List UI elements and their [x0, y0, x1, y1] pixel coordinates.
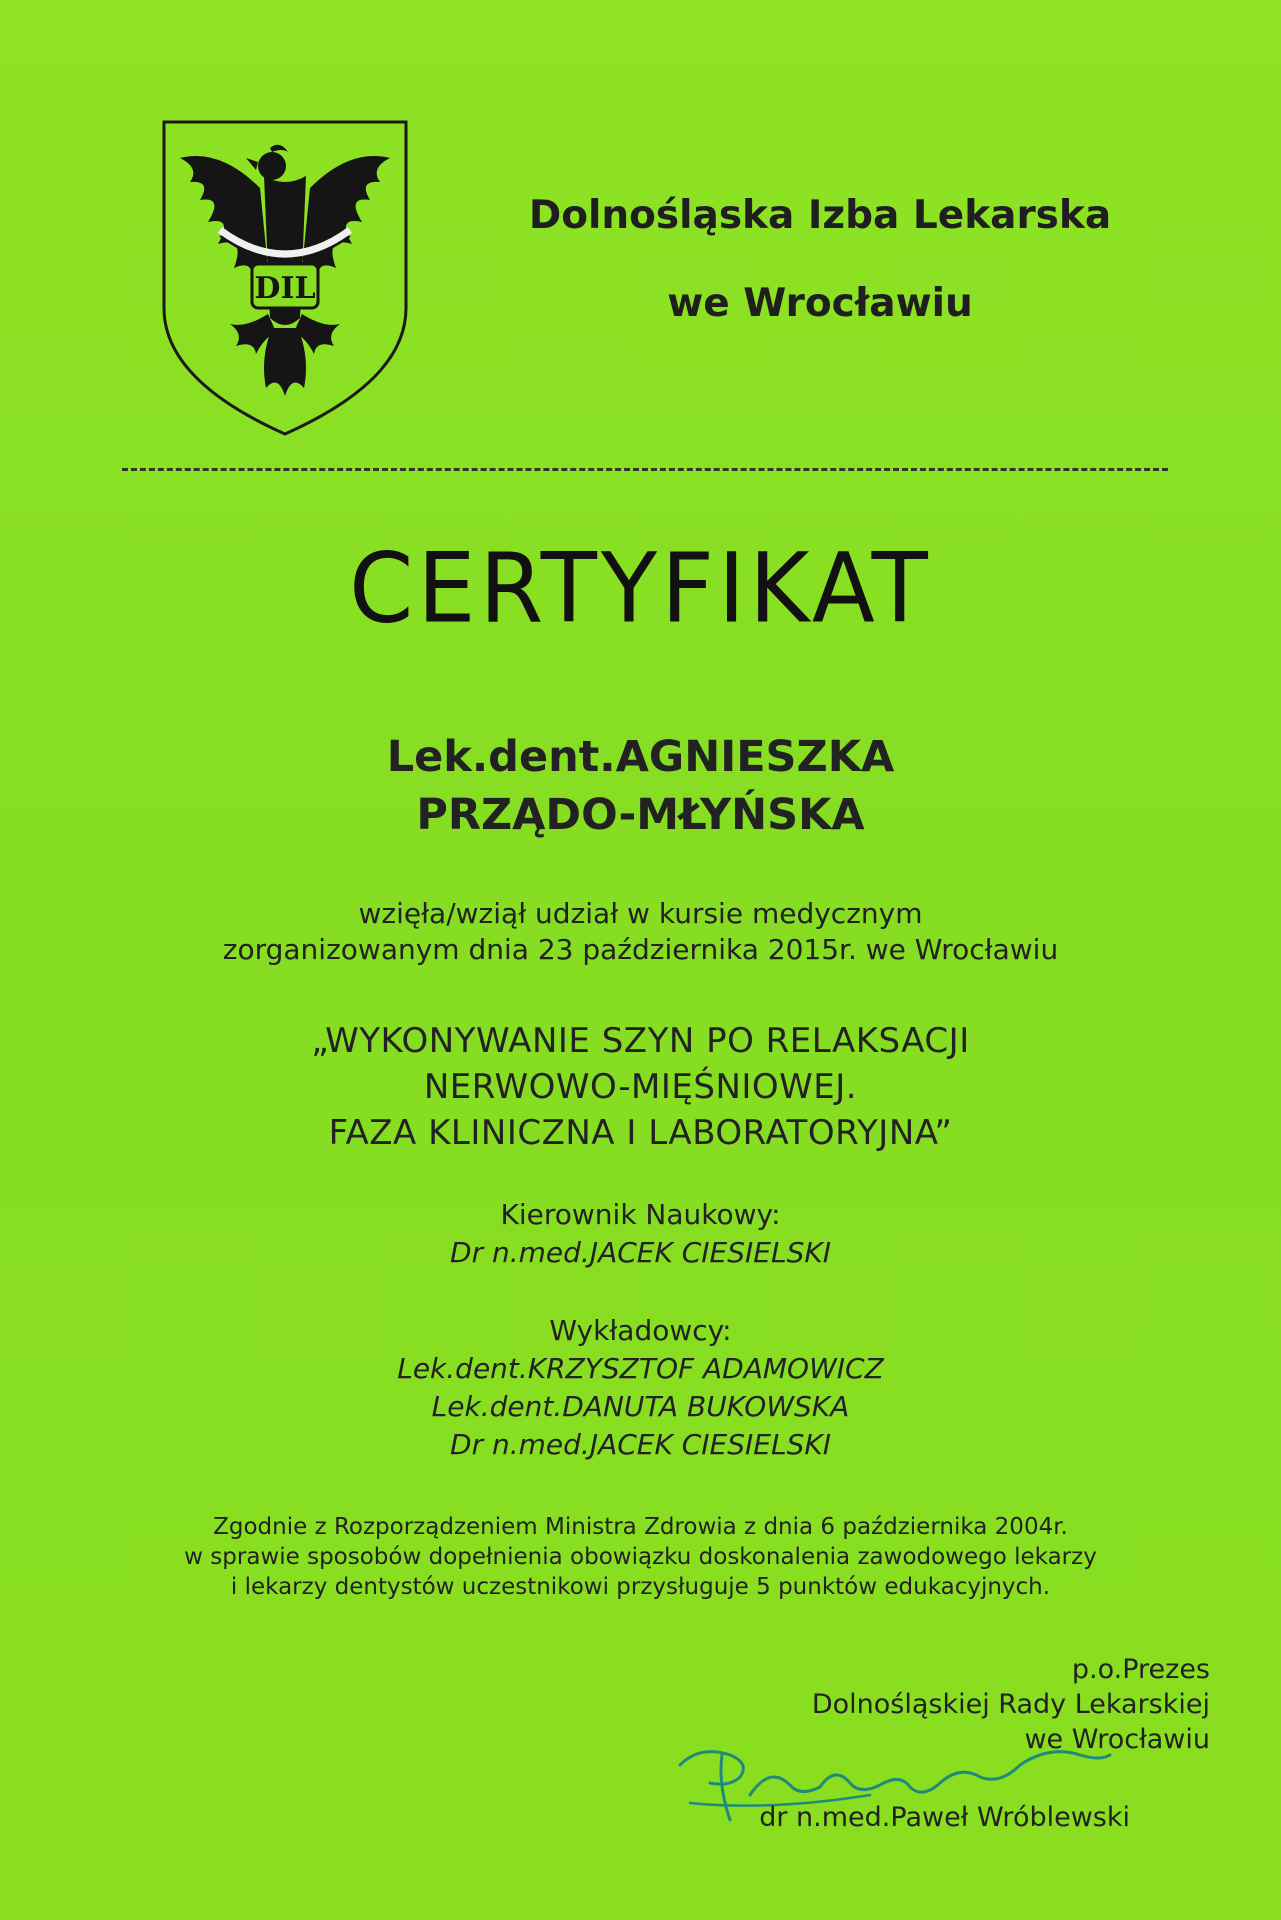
- legal-line-2: w sprawie sposobów dopełnienia obowiązku doskonalenia zawodowego lekarzy: [184, 1544, 1097, 1570]
- scientific-lead-label: Kierownik Naukowy:: [500, 1198, 781, 1231]
- organization-line-1: Dolnośląska Izba Lekarska: [528, 193, 1112, 238]
- course-line-2: NERWOWO-MIĘŚNIOWEJ.: [423, 1067, 858, 1107]
- signatory-name: dr n.med.Paweł Wróblewski: [759, 1802, 1130, 1833]
- recipient-line-2: PRZĄDO-MŁYŃSKA: [416, 790, 865, 840]
- participation-statement: [0, 896, 1281, 968]
- scientific-lead: [0, 1196, 1281, 1272]
- eagle-crest-logo: [160, 118, 410, 438]
- lecturers: [0, 1312, 1281, 1464]
- legal-line-3: i lekarzy dentystów uczestnikowi przysługuje 5 punktów edukacyjnych.: [230, 1574, 1051, 1600]
- intro-line-1: wzięła/wziął udział w kursie medycznym: [358, 897, 923, 930]
- certificate-title: CERTYFIKAT: [349, 532, 932, 645]
- course-title: [0, 1018, 1281, 1156]
- signatory-line-3: we Wrocławiu: [1024, 1724, 1210, 1755]
- organization-line-2: we Wrocławiu: [667, 281, 973, 326]
- lecturers-label: Wykładowcy:: [549, 1314, 732, 1347]
- recipient-name: [0, 728, 1281, 844]
- recipient-line-1: Lek.dent.AGNIESZKA: [386, 732, 895, 782]
- intro-line-2: zorganizowanym dnia 23 października 2015r. we Wrocławiu: [222, 933, 1059, 966]
- scientific-lead-name: Dr n.med.JACEK CIESIELSKI: [450, 1236, 831, 1269]
- signatory-line-1: p.o.Prezes: [1071, 1654, 1210, 1685]
- lecturer-name: Dr n.med.JACEK CIESIELSKI: [450, 1428, 831, 1461]
- dashed-divider: [122, 468, 1168, 471]
- course-line-1: „WYKONYWANIE SZYN PO RELAKSACJI: [311, 1021, 970, 1061]
- lecturer-name: Lek.dent.KRZYSZTOF ADAMOWICZ: [397, 1352, 884, 1385]
- legal-notice: [0, 1512, 1281, 1602]
- course-line-3: FAZA KLINICZNA I LABORATORYJNA”: [328, 1113, 953, 1153]
- svg-text:DIL: DIL: [254, 271, 316, 306]
- legal-line-1: Zgodnie z Rozporządzeniem Ministra Zdrowia z dnia 6 października 2004r.: [213, 1514, 1068, 1540]
- lecturer-name: Lek.dent.DANUTA BUKOWSKA: [431, 1390, 850, 1423]
- organization-name: [430, 172, 1210, 348]
- signatory-line-2: Dolnośląskiej Rady Lekarskiej: [811, 1689, 1210, 1720]
